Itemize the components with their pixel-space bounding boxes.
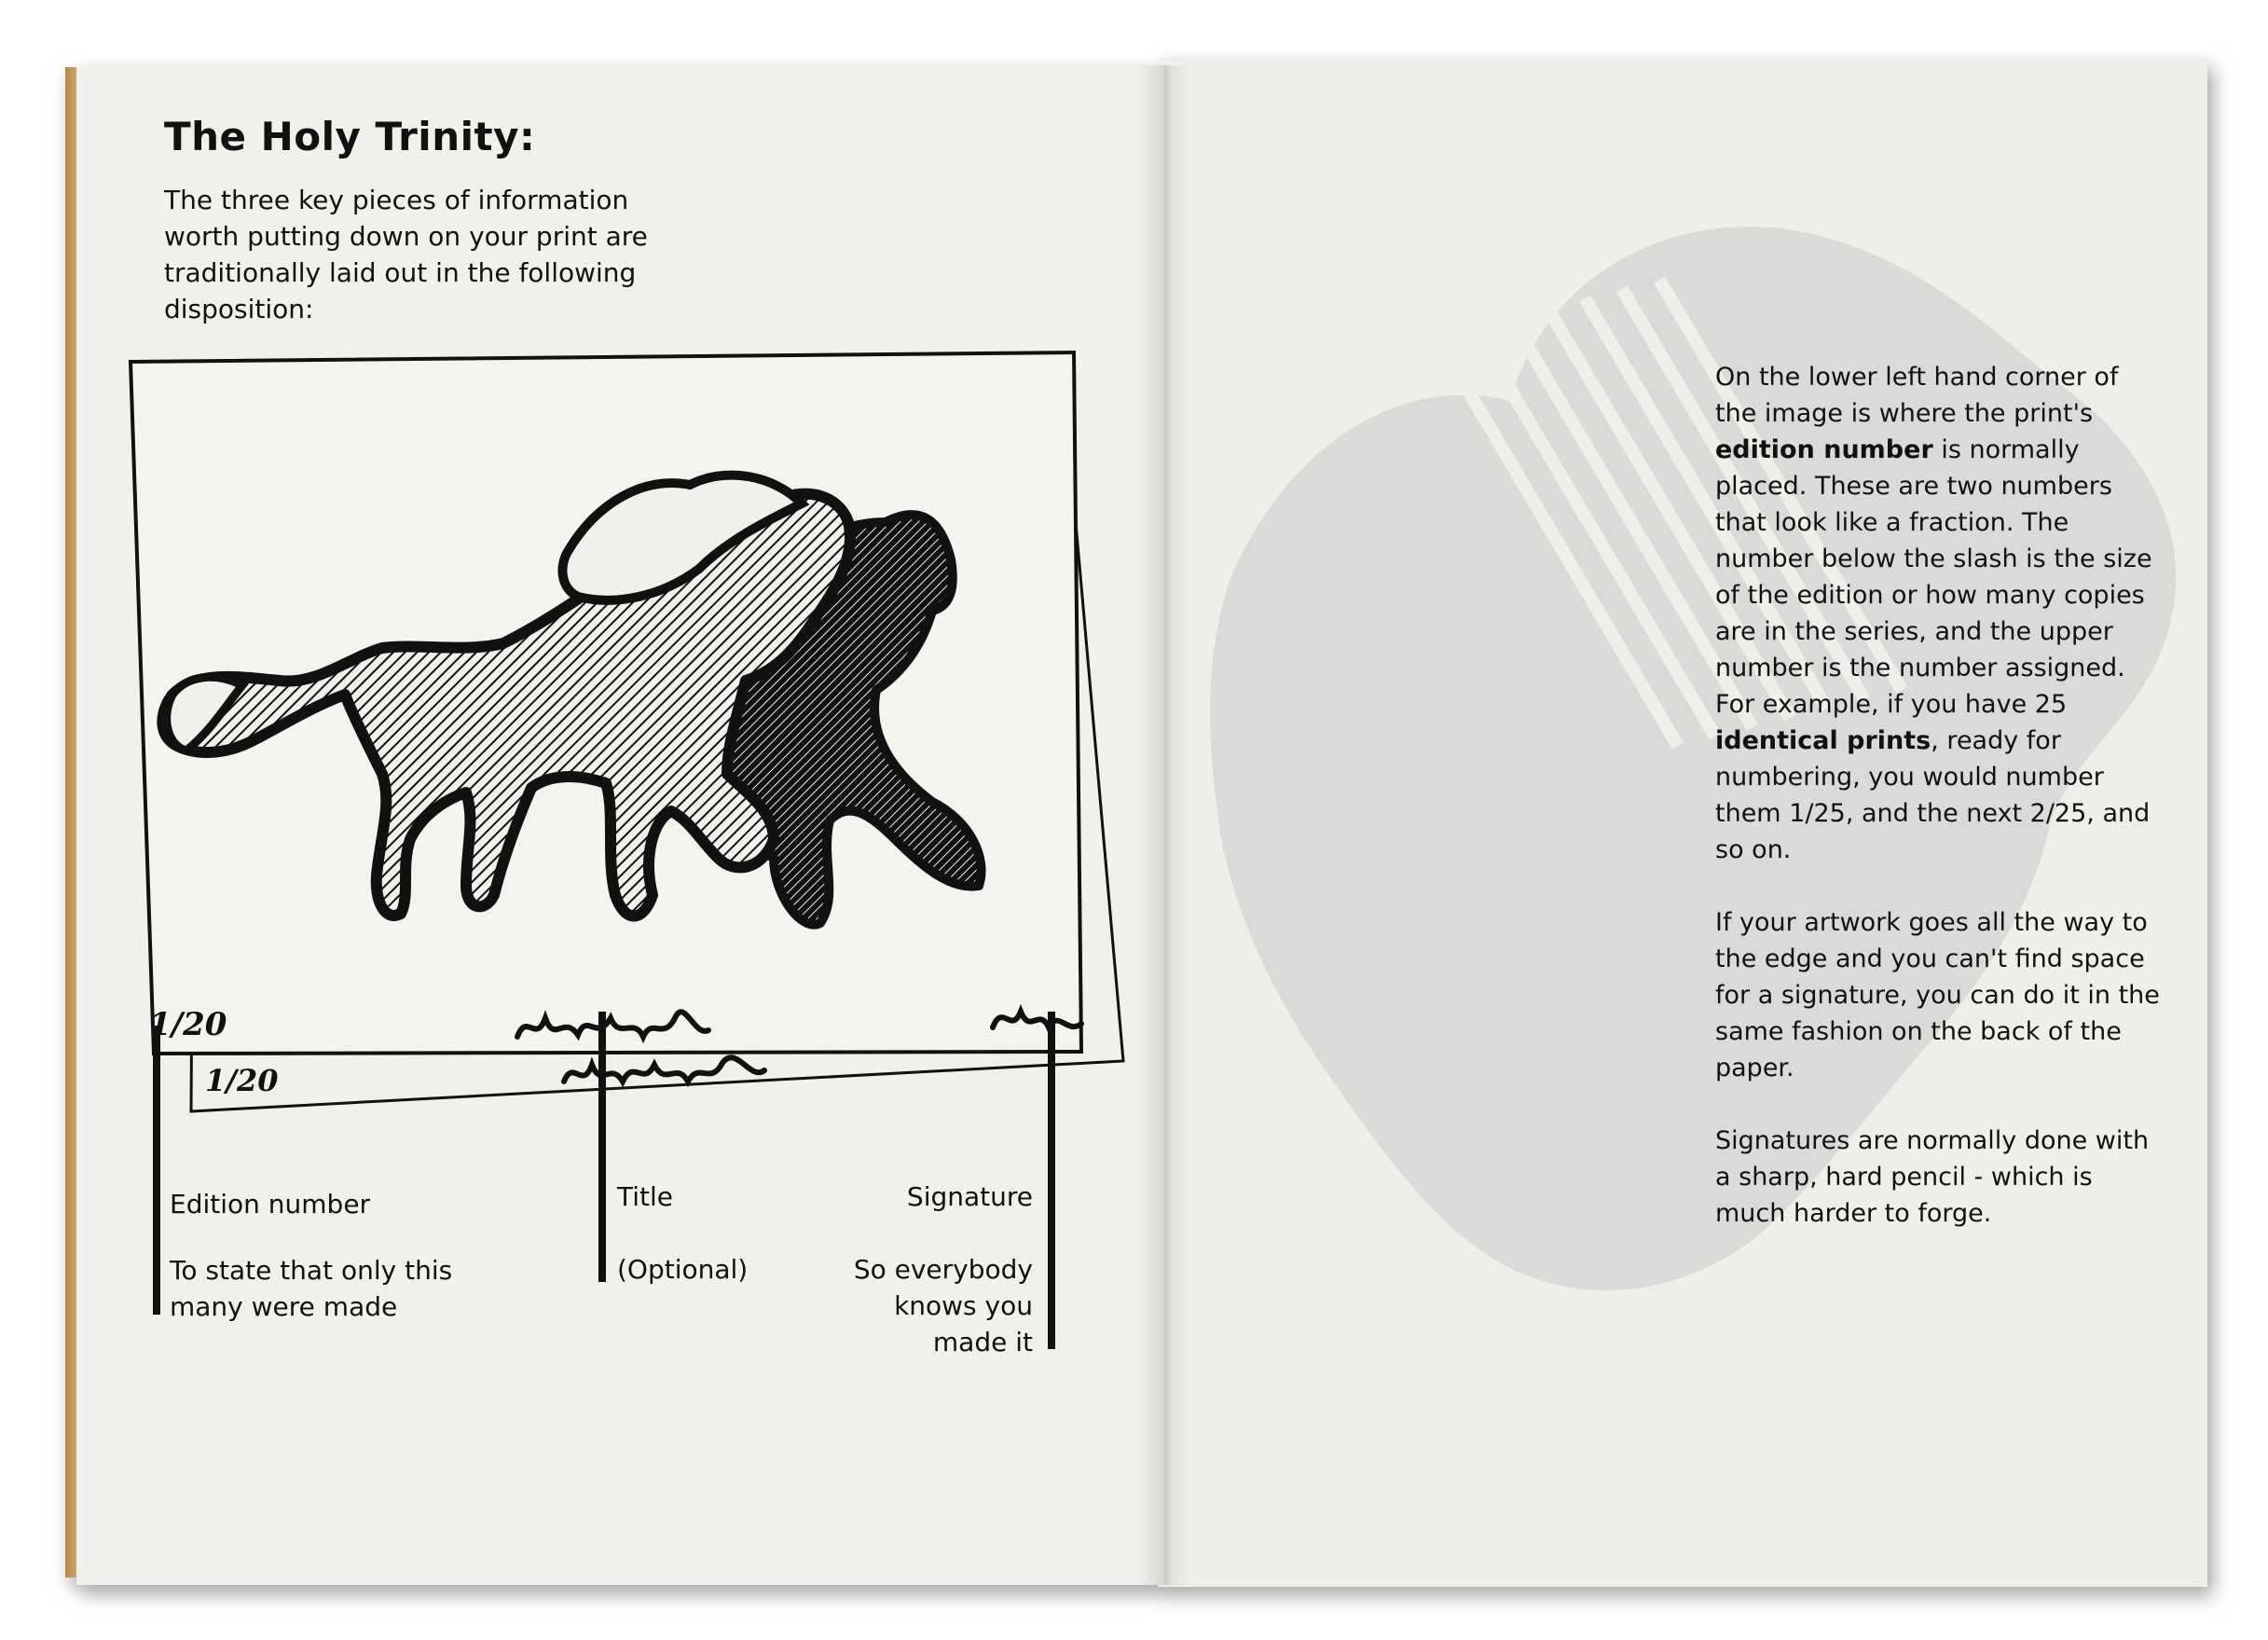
signature-description-line3: made it bbox=[932, 1327, 1033, 1357]
intro-paragraph: The three key pieces of information worth putting down on your print are traditionally laid out in the following disposition: bbox=[164, 185, 648, 324]
right-page-text bbox=[1715, 359, 2163, 1268]
signature-label: Signature bbox=[906, 1181, 1033, 1212]
title-label: Title bbox=[617, 1181, 674, 1212]
edition-mark-front: 1/20 bbox=[149, 1006, 227, 1043]
edition-number-description: To state that only this many were made bbox=[170, 1255, 453, 1322]
edition-number-emphasis: edition number bbox=[1715, 435, 1933, 464]
edition-mark-back: 1/20 bbox=[205, 1063, 279, 1098]
identical-prints-emphasis: identical prints bbox=[1715, 726, 1931, 755]
edition-number-label: Edition number bbox=[170, 1189, 371, 1220]
title-description: (Optional) bbox=[617, 1254, 749, 1285]
pencil-paragraph: Signatures are normally done with a sharp, hard pencil - which is much harder to forge. bbox=[1715, 1126, 2150, 1228]
signature-description-line2: knows you bbox=[894, 1290, 1033, 1321]
back-signature-paragraph: If your artwork goes all the way to the edge and you can't find space for a signature, you can do it in the same fashion on the back of the paper. bbox=[1715, 908, 2160, 1082]
edition-number-paragraph: On the lower left hand corner of the image is where the print's edition number is normally placed. These are two numbers that look like a fraction. The number below the slash is the size of the edition or how many copies are in the series, and the upper number is the number assigned. For example, if you have 25 identical prints, ready for numbering, you would number them 1/25, and the next 2/25, and so on. bbox=[1715, 363, 2152, 864]
page-title: The Holy Trinity: bbox=[164, 114, 536, 159]
signature-description-line1: So everybody bbox=[853, 1254, 1033, 1285]
